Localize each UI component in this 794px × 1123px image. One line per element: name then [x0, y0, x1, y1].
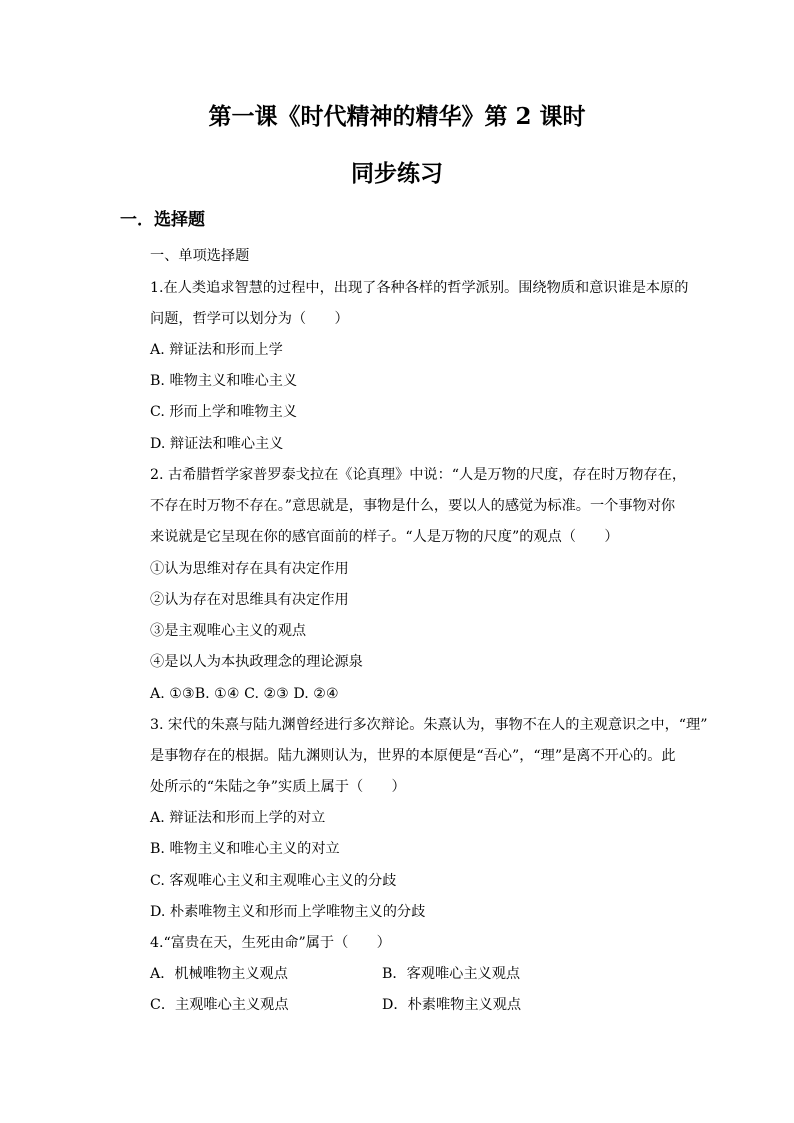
question-2-statement-3: ③是主观唯心主义的观点 [150, 623, 307, 639]
question-2-statement-4: ④是以人为本执政理念的理论源泉 [150, 654, 363, 670]
question-3-option-b: B. 唯物主义和唯心主义的对立 [150, 841, 340, 857]
question-1-option-d: D. 辩证法和唯心主义 [150, 436, 284, 452]
question-1-option-b: B. 唯物主义和唯心主义 [150, 373, 298, 389]
question-3-option-a: A. 辩证法和形而上学的对立 [150, 810, 326, 826]
question-2-text-cont: 不存在时万物不存在。”意思就是，事物是什么，要以人的感觉为标准。一个事物对你 [150, 498, 676, 514]
question-4-option-c: C．主观唯心主义观点 [150, 997, 289, 1013]
question-2-statement-2: ②认为存在对思维具有决定作用 [150, 592, 349, 608]
question-2-statement-1: ①认为思维对存在具有决定作用 [150, 561, 349, 577]
question-1-option-a: A. 辩证法和形而上学 [150, 342, 283, 358]
question-3-text-cont: 处所示的“朱陆之争”实质上属于（ ） [150, 779, 406, 795]
question-1-text-cont: 问题，哲学可以划分为（ ） [150, 311, 349, 327]
question-4-text: 4.“富贵在天，生死由命”属于（ ） [150, 935, 391, 951]
question-3-text-cont: 是事物存在的根据。陆九渊则认为，世界的本原便是“吾心”，“理”是离不开心的。此 [150, 748, 676, 764]
question-4-option-a: A．机械唯物主义观点 [150, 966, 288, 982]
question-2-text-cont: 来说就是它呈现在你的感官面前的样子。“人是万物的尺度”的观点（ ） [150, 529, 619, 545]
question-3-option-d: D. 朴素唯物主义和形而上学唯物主义的分歧 [150, 904, 426, 920]
question-4-option-d: D．朴素唯物主义观点 [382, 997, 522, 1013]
question-3-text: 3. 宋代的朱熹与陆九渊曾经进行多次辩论。朱熹认为，事物不在人的主观意识之中，“理” [150, 717, 708, 733]
section-heading: 一．选择题 [120, 210, 205, 230]
question-2-options: A. ①③B. ①④ C. ②③ D. ②④ [150, 686, 339, 702]
question-1-text: 1.在人类追求智慧的过程中，出现了各种各样的哲学派别。围绕物质和意识谁是本原的 [150, 280, 689, 296]
question-2-text: 2. 古希腊哲学家普罗泰戈拉在《论真理》中说：“人是万物的尺度，存在时万物存在， [150, 467, 687, 483]
question-1-option-c: C. 形而上学和唯物主义 [150, 404, 298, 420]
document-title: 第一课《时代精神的精华》第 2 课时 [208, 103, 586, 130]
question-4-option-b: B．客观唯心主义观点 [382, 966, 521, 982]
document-subtitle: 同步练习 [351, 160, 443, 187]
question-3-option-c: C. 客观唯心主义和主观唯心主义的分歧 [150, 873, 397, 889]
sub-heading: 一、单项选择题 [150, 248, 250, 264]
